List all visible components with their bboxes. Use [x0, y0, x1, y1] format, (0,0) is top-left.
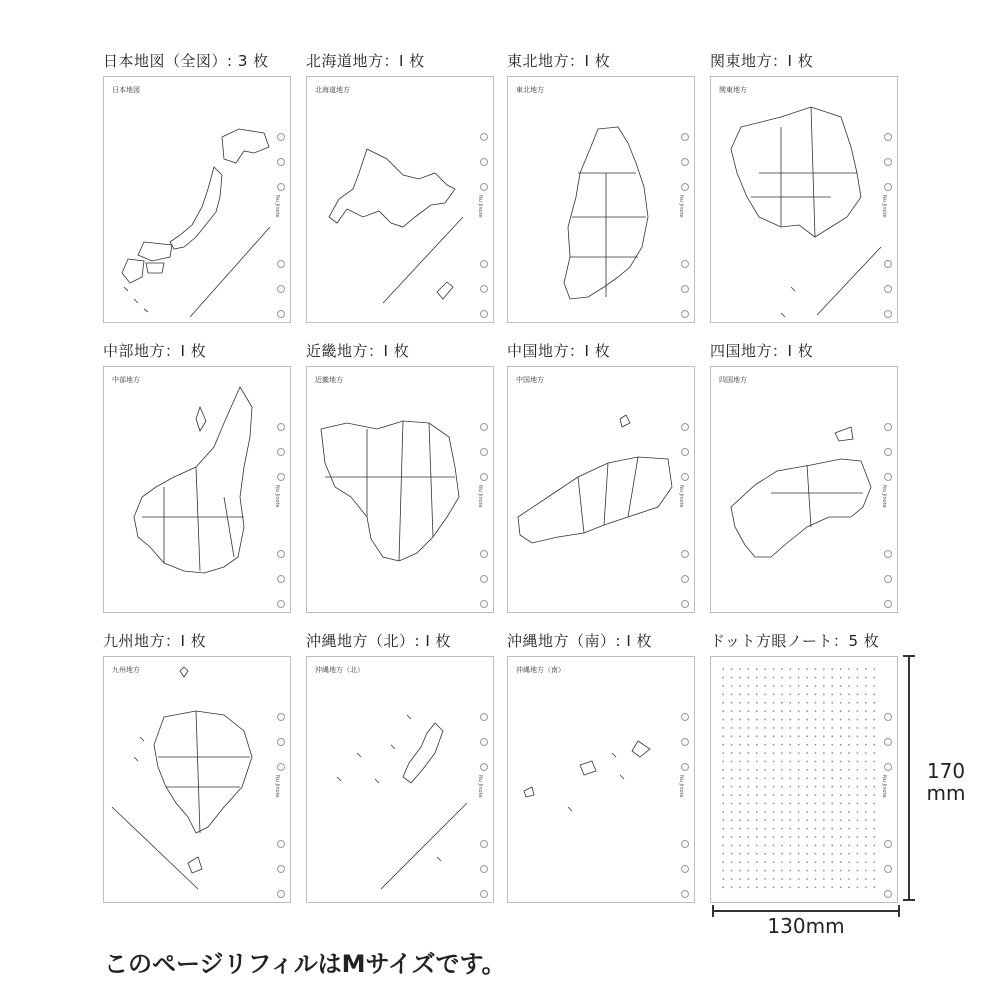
- binder-hole: [277, 890, 285, 898]
- binder-hole: [884, 890, 892, 898]
- card-title: 日本地図（全図）: 3 枚: [103, 52, 269, 70]
- binder-hole: [884, 423, 892, 431]
- binder-hole: [277, 763, 285, 771]
- card-kinki: [306, 340, 494, 508]
- binder-hole: [277, 600, 285, 608]
- map-shikoku: [711, 367, 899, 614]
- binder-hole: [681, 865, 689, 873]
- page-label: 北海道地方: [315, 86, 350, 94]
- map-tohoku: [508, 77, 696, 324]
- binder-hole: [884, 550, 892, 558]
- page-label: 四国地方: [719, 376, 747, 384]
- binder-hole: [884, 260, 892, 268]
- map-okinawa-north: [307, 657, 495, 904]
- binder-hole: [681, 575, 689, 583]
- card-title: 九州地方：I 枚: [103, 632, 207, 650]
- card-title: ドット方眼ノート：5 枚: [710, 632, 880, 650]
- card-kyushu: [103, 630, 291, 798]
- refill-page: [710, 366, 898, 613]
- card-title: 沖縄地方（北）: I 枚: [306, 632, 452, 650]
- refill-page: [507, 366, 695, 613]
- brand-mark: Nu Jinote: [678, 485, 684, 508]
- binder-hole: [681, 713, 689, 721]
- refill-page: [710, 656, 898, 903]
- binder-hole: [277, 260, 285, 268]
- height-value: 170: [926, 759, 966, 783]
- brand-mark: Nu Jinote: [881, 775, 887, 798]
- binder-hole: [681, 285, 689, 293]
- binder-hole: [277, 473, 285, 481]
- card-title: 四国地方：I 枚: [710, 342, 814, 360]
- card-okinawa-north: [306, 630, 494, 798]
- brand-mark: Nu Jinote: [274, 775, 280, 798]
- card-title: 北海道地方：I 枚: [306, 52, 425, 70]
- caption: このページリフィルはMサイズです。: [104, 950, 506, 978]
- refill-page: [306, 656, 494, 903]
- brand-mark: Nu Jinote: [477, 775, 483, 798]
- binder-hole: [884, 713, 892, 721]
- binder-hole: [277, 183, 285, 191]
- width-dimension-label: 130mm: [767, 914, 845, 938]
- height-unit: mm: [926, 781, 966, 805]
- card-chugoku: [507, 340, 695, 508]
- height-dimension-line: [908, 655, 910, 901]
- card-okinawa-south: [507, 630, 695, 798]
- binder-hole: [277, 713, 285, 721]
- binder-hole: [681, 473, 689, 481]
- binder-hole: [884, 865, 892, 873]
- binder-hole: [277, 133, 285, 141]
- binder-hole: [681, 890, 689, 898]
- page-label: 日本地図: [112, 86, 140, 94]
- card-title: 関東地方：I 枚: [710, 52, 814, 70]
- refill-page: [103, 366, 291, 613]
- card-tohoku: [507, 50, 695, 218]
- refill-page: [306, 366, 494, 613]
- map-japan: [104, 77, 292, 324]
- binder-hole: [277, 158, 285, 166]
- page-label: 沖縄地方（北）: [315, 666, 364, 674]
- binder-hole: [480, 600, 488, 608]
- card-dot-grid: [710, 630, 898, 798]
- refill-page: [103, 76, 291, 323]
- refill-page: [507, 76, 695, 323]
- dot-grid: [719, 665, 879, 895]
- binder-hole: [480, 738, 488, 746]
- binder-hole: [277, 423, 285, 431]
- binder-hole: [277, 550, 285, 558]
- binder-hole: [277, 285, 285, 293]
- refill-page: [103, 656, 291, 903]
- binder-hole: [480, 865, 488, 873]
- card-kanto: [710, 50, 898, 218]
- height-dimension-label: [918, 760, 974, 804]
- binder-hole: [480, 310, 488, 318]
- map-kyushu: [104, 657, 292, 904]
- brand-mark: Nu Jinote: [678, 775, 684, 798]
- binder-hole: [681, 423, 689, 431]
- binder-hole: [277, 738, 285, 746]
- brand-mark: Nu Jinote: [678, 195, 684, 218]
- binder-hole: [681, 448, 689, 456]
- binder-hole: [884, 600, 892, 608]
- binder-hole: [480, 763, 488, 771]
- binder-hole: [884, 133, 892, 141]
- refill-page: [507, 656, 695, 903]
- brand-mark: Nu Jinote: [881, 195, 887, 218]
- binder-hole: [480, 158, 488, 166]
- card-title: 中国地方：I 枚: [507, 342, 611, 360]
- card-title: 近畿地方：I 枚: [306, 342, 410, 360]
- binder-hole: [884, 763, 892, 771]
- binder-hole: [480, 285, 488, 293]
- binder-hole: [884, 310, 892, 318]
- card-title: 沖縄地方（南）: I 枚: [507, 632, 653, 650]
- binder-hole: [480, 550, 488, 558]
- binder-hole: [681, 133, 689, 141]
- binder-hole: [480, 423, 488, 431]
- brand-mark: Nu Jinote: [274, 195, 280, 218]
- refill-page: [306, 76, 494, 323]
- binder-hole: [277, 840, 285, 848]
- binder-hole: [884, 575, 892, 583]
- binder-hole: [480, 260, 488, 268]
- binder-hole: [480, 473, 488, 481]
- binder-hole: [681, 840, 689, 848]
- card-japan: [103, 50, 291, 218]
- page-label: 沖縄地方（南）: [516, 666, 565, 674]
- map-kanto: [711, 77, 899, 324]
- card-shikoku: [710, 340, 898, 508]
- binder-hole: [480, 840, 488, 848]
- binder-hole: [480, 713, 488, 721]
- binder-hole: [884, 158, 892, 166]
- binder-hole: [681, 260, 689, 268]
- page-label: 関東地方: [719, 86, 747, 94]
- page-label: 中部地方: [112, 376, 140, 384]
- binder-hole: [681, 763, 689, 771]
- card-title: 東北地方：I 枚: [507, 52, 611, 70]
- binder-hole: [884, 840, 892, 848]
- binder-hole: [884, 473, 892, 481]
- binder-hole: [277, 865, 285, 873]
- card-hokkaido: [306, 50, 494, 218]
- binder-hole: [277, 310, 285, 318]
- binder-hole: [480, 890, 488, 898]
- binder-hole: [681, 183, 689, 191]
- binder-hole: [681, 158, 689, 166]
- binder-hole: [277, 575, 285, 583]
- map-okinawa-south: [508, 657, 696, 904]
- brand-mark: Nu Jinote: [477, 485, 483, 508]
- binder-hole: [480, 133, 488, 141]
- brand-mark: Nu Jinote: [477, 195, 483, 218]
- card-title: 中部地方：I 枚: [103, 342, 207, 360]
- binder-hole: [277, 448, 285, 456]
- page-label: 東北地方: [516, 86, 544, 94]
- binder-hole: [681, 550, 689, 558]
- binder-hole: [681, 310, 689, 318]
- map-chubu: [104, 367, 292, 614]
- page-label: 中国地方: [516, 376, 544, 384]
- binder-hole: [480, 448, 488, 456]
- brand-mark: Nu Jinote: [881, 485, 887, 508]
- binder-hole: [480, 183, 488, 191]
- map-chugoku: [508, 367, 696, 614]
- binder-hole: [480, 575, 488, 583]
- binder-hole: [681, 738, 689, 746]
- binder-hole: [884, 738, 892, 746]
- brand-mark: Nu Jinote: [274, 485, 280, 508]
- binder-hole: [884, 285, 892, 293]
- binder-hole: [681, 600, 689, 608]
- card-chubu: [103, 340, 291, 508]
- width-dimension-line: [712, 910, 900, 912]
- map-hokkaido: [307, 77, 495, 324]
- map-kinki: [307, 367, 495, 614]
- binder-hole: [884, 448, 892, 456]
- page-label: 九州地方: [112, 666, 140, 674]
- page-label: 近畿地方: [315, 376, 343, 384]
- refill-page: [710, 76, 898, 323]
- binder-hole: [884, 183, 892, 191]
